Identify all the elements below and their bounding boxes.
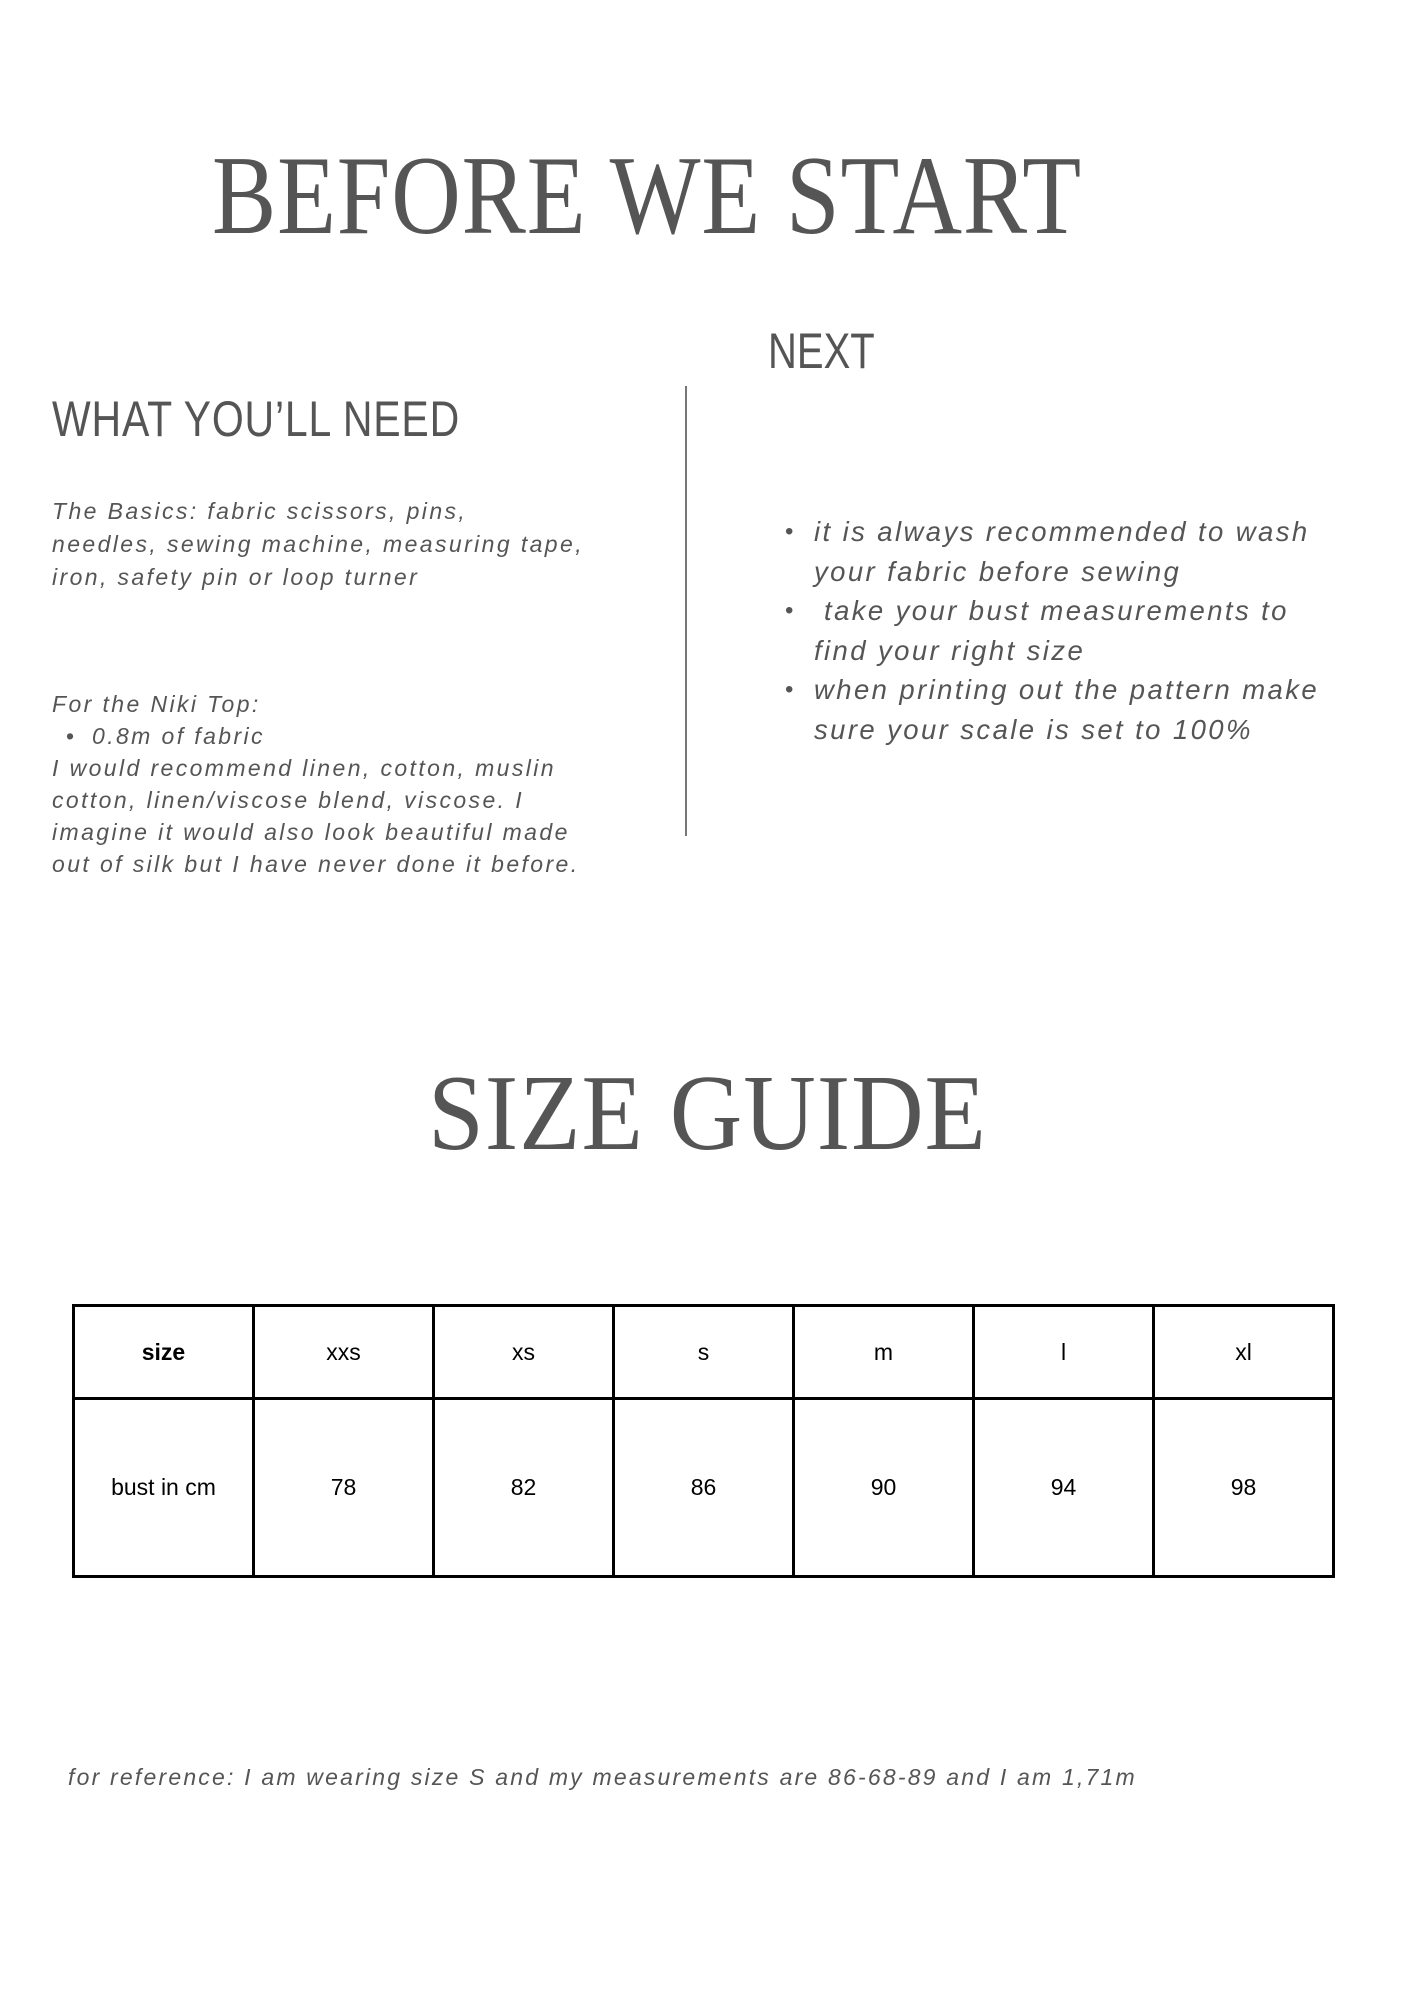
next-item-line: sure your scale is set to 100% (814, 713, 1253, 745)
what-youll-need-heading: WHAT YOU’LL NEED (52, 391, 461, 447)
table-header-cell: m (794, 1306, 974, 1399)
list-item (785, 512, 1410, 591)
page-title: BEFORE WE START (212, 134, 1082, 258)
table-header-cell: size (74, 1306, 254, 1399)
basics-line: iron, safety pin or loop turner (52, 564, 420, 590)
fabric-line: I would recommend linen, cotton, muslin (52, 755, 556, 781)
table-cell: 90 (794, 1399, 974, 1577)
table-cell: 82 (434, 1399, 614, 1577)
niki-item-text: 0.8m of fabric (92, 723, 265, 749)
next-heading: NEXT (768, 323, 875, 379)
table-cell: 94 (974, 1399, 1154, 1577)
table-header-cell: s (614, 1306, 794, 1399)
list-item (785, 591, 1410, 670)
bullet-icon: • (66, 723, 77, 749)
table-cell: 78 (254, 1399, 434, 1577)
fabric-line: cotton, linen/viscose blend, viscose. I (52, 787, 525, 813)
basics-line: The Basics: fabric scissors, pins, (52, 498, 468, 524)
size-table (72, 1304, 1335, 1578)
next-item-line: it is always recommended to wash (814, 516, 1310, 547)
next-item-line: when printing out the pattern make (814, 674, 1320, 705)
table-header-cell: xl (1154, 1306, 1334, 1399)
bullet-icon: • (785, 518, 796, 545)
table-cell: 86 (614, 1399, 794, 1577)
reference-note: for reference: I am wearing size S and my measurements are 86-68-89 and I am 1,71m (68, 1764, 1137, 1790)
list-item (785, 670, 1410, 749)
next-item-line: your fabric before sewing (814, 555, 1182, 587)
table-header-cell: l (974, 1306, 1154, 1399)
fabric-line: out of silk but I have never done it before. (52, 851, 580, 877)
table-header-cell: xxs (254, 1306, 434, 1399)
next-steps-list (785, 512, 1410, 749)
table-cell: 98 (1154, 1399, 1334, 1577)
niki-items-list (52, 720, 692, 752)
next-item-line: find your right size (814, 634, 1086, 666)
table-header-cell: xs (434, 1306, 614, 1399)
table-row (74, 1399, 1334, 1577)
next-item-line: take your bust measurements to (814, 595, 1289, 626)
table-cell: bust in cm (74, 1399, 254, 1577)
bullet-icon: • (785, 676, 796, 703)
bullet-icon: • (785, 597, 796, 624)
niki-top-requirements (52, 688, 692, 880)
table-header-row (74, 1306, 1334, 1399)
list-item (66, 720, 692, 752)
basics-text (52, 495, 672, 594)
basics-line: needles, sewing machine, measuring tape, (52, 531, 584, 557)
niki-intro: For the Niki Top: (52, 691, 261, 717)
size-guide-title: SIZE GUIDE (428, 1054, 987, 1173)
fabric-line: imagine it would also look beautiful made (52, 819, 570, 845)
